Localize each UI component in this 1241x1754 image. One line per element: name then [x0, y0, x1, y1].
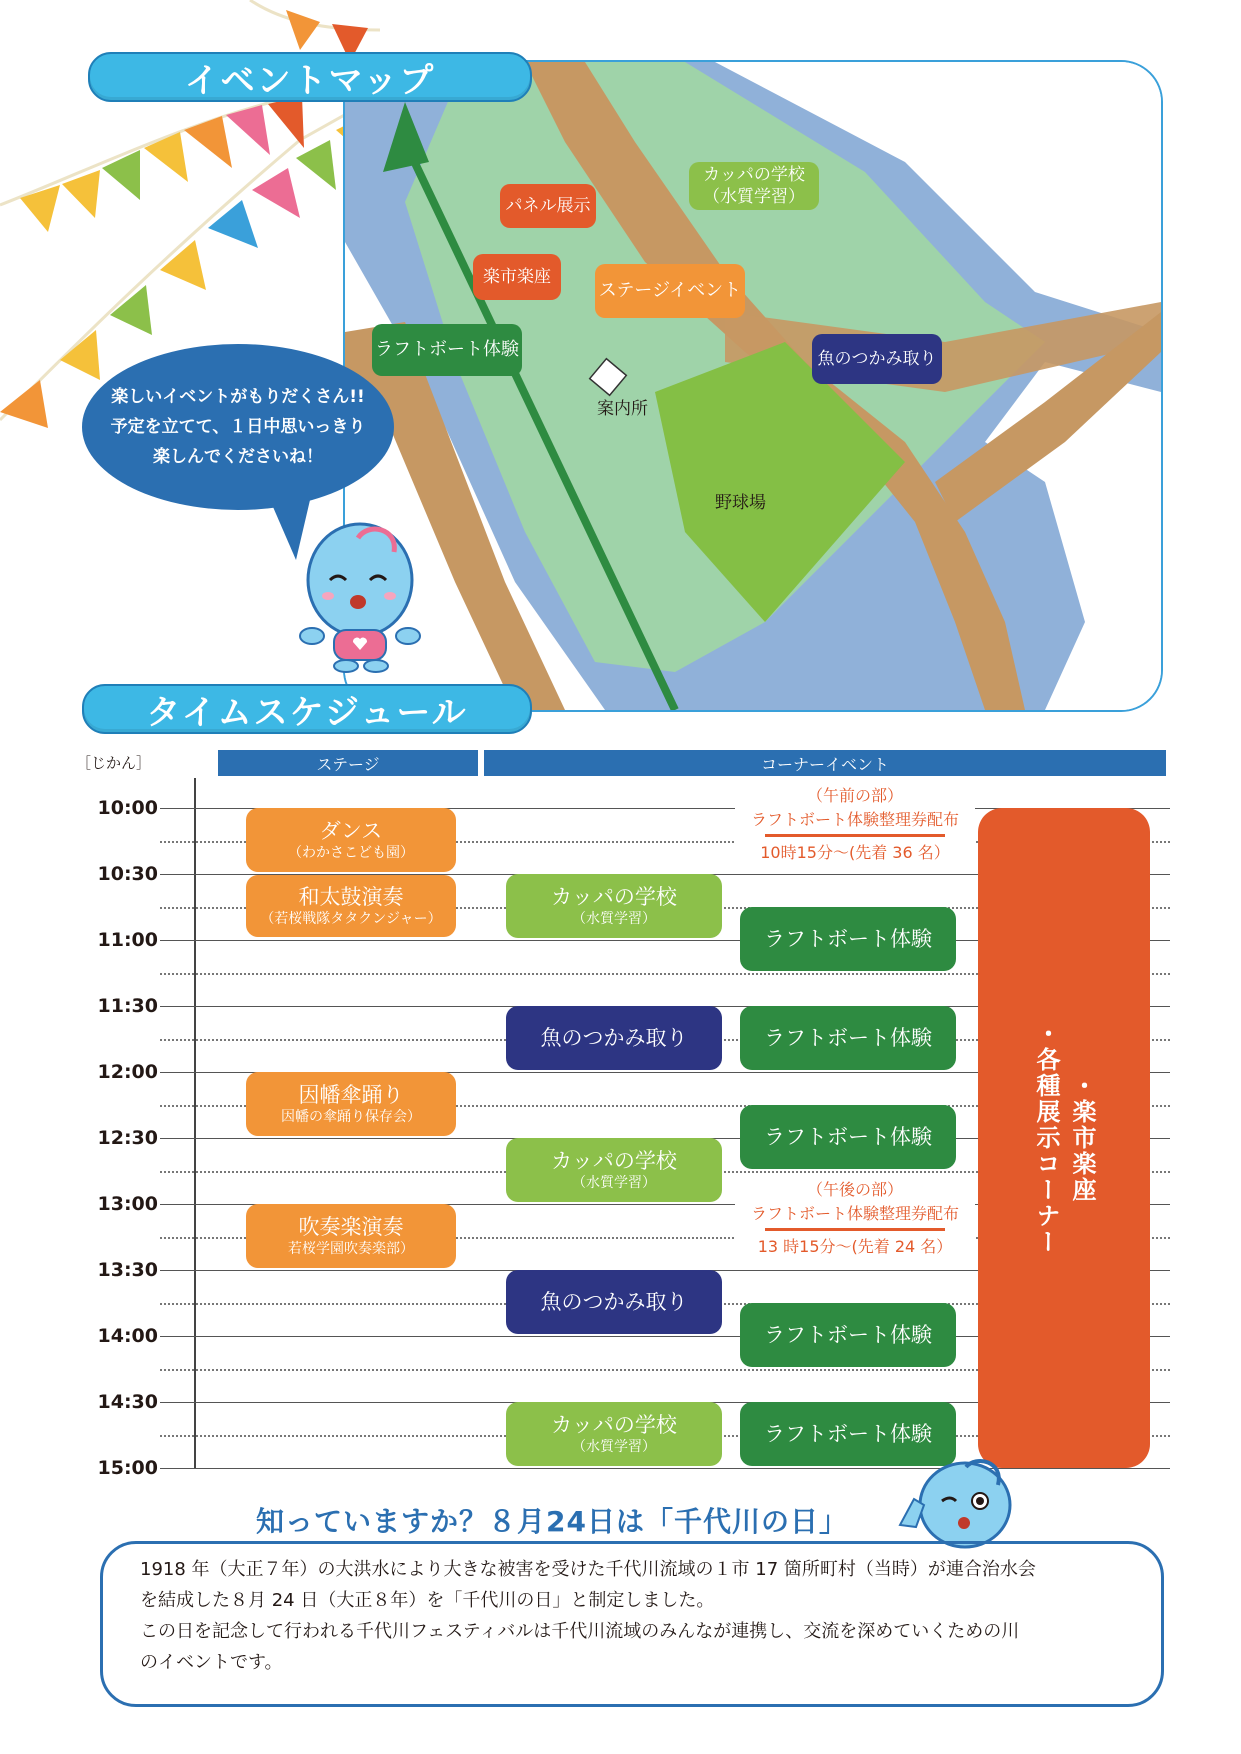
kappa-title: カッパの学校	[551, 885, 677, 909]
raft-label-text: ラフトボート体験	[375, 339, 519, 360]
time-label: 10:30	[97, 863, 158, 885]
fish-title: 魚のつかみ取り	[540, 1026, 688, 1050]
all-day-event	[978, 808, 1150, 1468]
stage-column-header	[218, 750, 478, 776]
did-you-know-body	[140, 1554, 1140, 1678]
raft-title: ラフトボート体験	[764, 1026, 932, 1050]
fish-title: 魚のつかみ取り	[540, 1290, 688, 1314]
time-label: 14:00	[97, 1325, 158, 1347]
map-label-kappa-school	[689, 162, 819, 210]
schedule-title-text: タイムスケジュール	[146, 692, 468, 733]
body-line: 1918 年（大正７年）の大洪水により大きな被害を受けた千代川流域の１市 17 箇所町村（当時）が連合治水会	[140, 1559, 1036, 1580]
morning-ticket-title: （午前の部）	[806, 786, 903, 805]
map-label-baseball: 野球場	[715, 493, 766, 513]
morning-ticket-note	[735, 784, 975, 865]
raft-title: ラフトボート体験	[764, 1125, 932, 1149]
afternoon-ticket-line2: ラフトボート体験整理券配布	[750, 1204, 959, 1223]
all-day-line2: ・各種展示コーナー	[1032, 1021, 1060, 1255]
time-label: 11:00	[97, 929, 158, 951]
kappa-sub: （水質学習）	[572, 1439, 656, 1455]
afternoon-ticket-title: （午後の部）	[806, 1180, 903, 1199]
body-line: を結成した８月 24 日（大正８年）を「千代川の日」と制定しました。	[140, 1590, 715, 1611]
body-line: この日を記念して行われる千代川フェスティバルは千代川流域のみんなが連携し、交流を深めていくための川	[140, 1621, 1020, 1642]
map-label-stage	[595, 264, 745, 318]
fish-label-text: 魚のつかみ取り	[817, 349, 937, 369]
stage-event-sub: （わかさこども園）	[288, 845, 414, 861]
event-map-title-text: イベントマップ	[184, 60, 436, 101]
corner-event-kappa-2	[506, 1138, 722, 1202]
stage-event-sub: （若桜戦隊タタクンジャー）	[260, 911, 442, 927]
corner-column-text: コーナーイベント	[760, 754, 889, 774]
stage-event-brass	[246, 1204, 456, 1268]
raft-title: ラフトボート体験	[764, 927, 932, 951]
body-line: のイベントです。	[140, 1652, 283, 1673]
time-label: 15:00	[97, 1457, 158, 1479]
morning-ticket-line3: 10時15分～(先着 36 名）	[760, 843, 950, 862]
map-label-panel	[500, 184, 596, 228]
stage-label-text: ステージイベント	[598, 280, 742, 301]
all-day-text	[1028, 928, 1100, 1348]
afternoon-ticket-line3: 13 時15分～(先着 24 名）	[757, 1237, 953, 1256]
speech-bubble	[82, 344, 394, 510]
map-label-fish	[812, 334, 942, 384]
stage-event-sub: 若桜学園吹奏楽部）	[288, 1241, 414, 1257]
time-label: 11:30	[97, 995, 158, 1017]
rakuichi-label-text: 楽市楽座	[483, 267, 551, 287]
stage-event-sub: 因幡の傘踊り保存会）	[281, 1109, 421, 1125]
stage-event-title: 因幡傘踊り	[298, 1083, 404, 1107]
schedule-title	[82, 684, 532, 734]
time-label: 14:30	[97, 1391, 158, 1413]
bubble-line3: 楽しんでくださいね！	[153, 447, 323, 467]
stage-event-title: 和太鼓演奏	[298, 885, 404, 909]
morning-ticket-line2: ラフトボート体験整理券配布	[750, 810, 959, 829]
kappa-title: カッパの学校	[551, 1413, 677, 1437]
time-label: 12:00	[97, 1061, 158, 1083]
event-map-title	[88, 52, 532, 102]
time-label: 13:00	[97, 1193, 158, 1215]
corner-event-raft-2	[740, 1006, 956, 1070]
corner-event-raft-1	[740, 907, 956, 971]
afternoon-ticket-note	[735, 1178, 975, 1259]
bubble-line2: 予定を立てて、１日中思いっきり	[110, 417, 366, 437]
stage-event-title: ダンス	[319, 819, 383, 843]
ticket-underline	[765, 834, 945, 837]
time-column-label: ［じかん］	[76, 754, 152, 772]
stage-event-taiko	[246, 875, 456, 937]
mascot-character-pointing	[880, 1455, 1020, 1555]
map-label-info: 案内所	[597, 399, 648, 419]
raft-title: ラフトボート体験	[764, 1422, 932, 1446]
stage-column-text: ステージ	[316, 754, 380, 774]
time-label: 13:30	[97, 1259, 158, 1281]
corner-event-raft-3	[740, 1105, 956, 1169]
raft-title: ラフトボート体験	[764, 1323, 932, 1347]
corner-column-header	[484, 750, 1166, 776]
kappa-sub: （水質学習）	[572, 1175, 656, 1191]
map-label-rakuichi	[473, 254, 561, 300]
bubble-line1: 楽しいイベントがもりだくさん!!	[111, 387, 365, 407]
corner-event-raft-4	[740, 1303, 956, 1367]
all-day-line1: ・楽市楽座	[1068, 1073, 1096, 1203]
corner-event-fish-1	[506, 1006, 722, 1070]
kappa-school-line2: （水質学習）	[703, 187, 805, 207]
time-label: 10:00	[97, 797, 158, 819]
corner-event-fish-2	[506, 1270, 722, 1334]
corner-event-kappa-1	[506, 874, 722, 938]
mascot-character	[298, 518, 428, 674]
corner-event-kappa-3	[506, 1402, 722, 1466]
kappa-school-line1: カッパの学校	[703, 165, 805, 185]
stage-event-kasaodori	[246, 1072, 456, 1136]
panel-label-text: パネル展示	[505, 196, 591, 216]
kappa-sub: （水質学習）	[572, 911, 656, 927]
event-map	[343, 60, 1163, 712]
stage-event-dance	[246, 808, 456, 872]
stage-event-title: 吹奏楽演奏	[298, 1215, 404, 1239]
time-axis-line	[194, 778, 196, 1468]
did-you-know-title: 知っていますか？８月24日は「千代川の日」	[256, 1505, 848, 1538]
map-illustration	[345, 62, 1161, 710]
time-label: 12:30	[97, 1127, 158, 1149]
ticket-underline	[765, 1228, 945, 1231]
map-label-raft	[372, 324, 522, 376]
kappa-title: カッパの学校	[551, 1149, 677, 1173]
